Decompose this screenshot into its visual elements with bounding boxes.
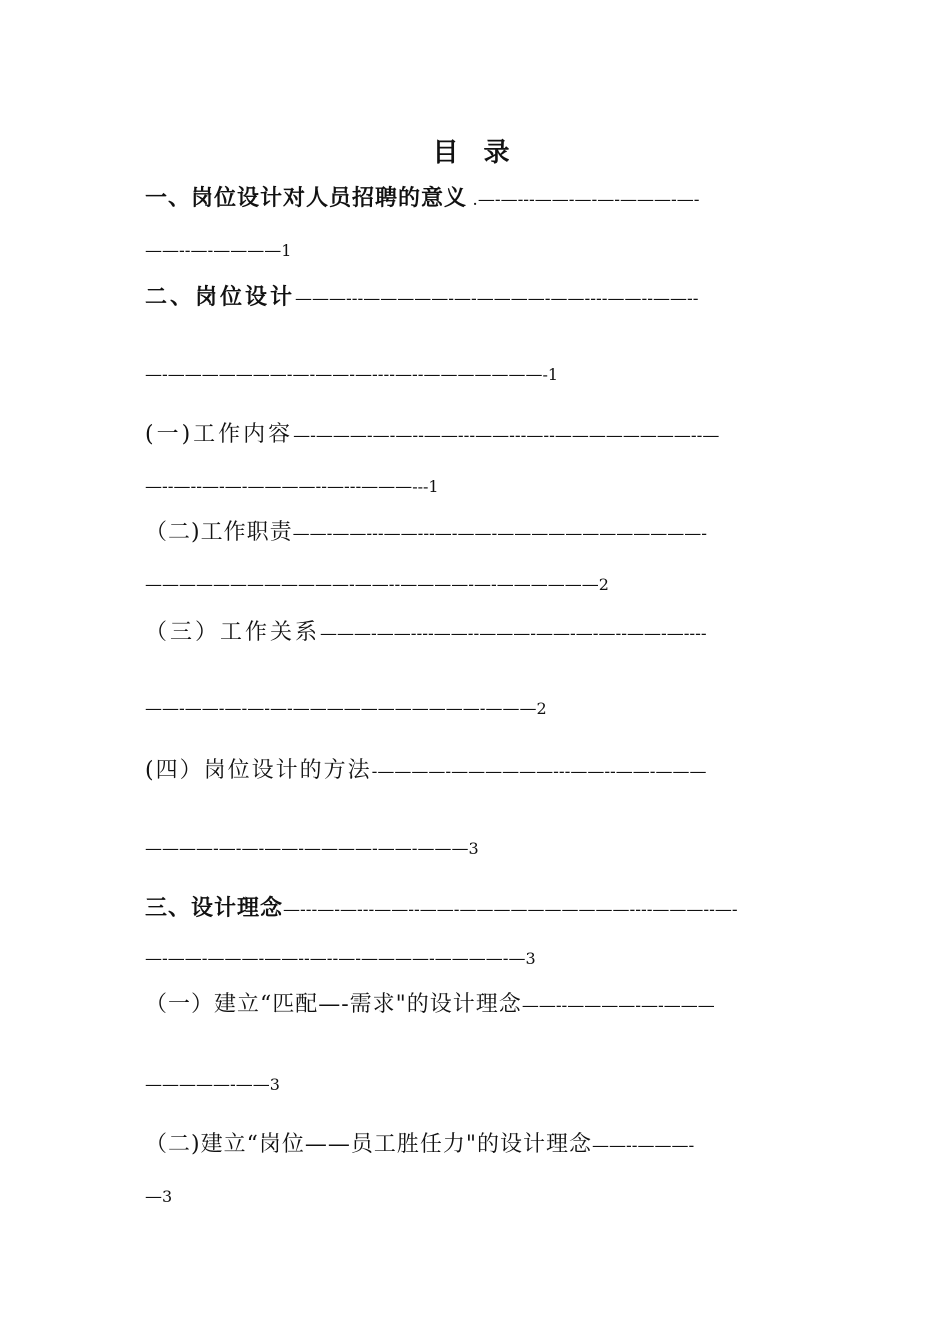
toc-page-number: 2: [536, 699, 547, 718]
toc-entry-6-line2: [145, 834, 775, 864]
toc-leader: -————-——————---——--——-———: [371, 762, 707, 782]
toc-entry-8-line2: [145, 1070, 775, 1100]
toc-entry-text: 一、岗位设计对人员招聘的意义: [145, 186, 468, 211]
toc-entry-1-line2: [145, 236, 775, 266]
toc-page-number: 1: [281, 241, 292, 260]
toc-page-number: 3: [468, 839, 479, 858]
toc-entry-5-line1[interactable]: [145, 618, 775, 649]
toc-entry-5-line2: [145, 694, 775, 724]
toc-entry-text: (一)工作内容: [145, 422, 294, 447]
toc-leader: ——--—-————: [145, 241, 282, 261]
toc-leader: ———---—————-—-————-——----——--——--: [295, 289, 699, 309]
toc-entry-7-line2: [145, 944, 775, 974]
toc-leader: ——-——---——---—-——-————————————-: [292, 524, 708, 544]
toc-entry-4-line1[interactable]: [145, 518, 775, 549]
toc-title: 目 录: [432, 138, 518, 168]
toc-leader: ——--————-—-———: [521, 996, 715, 1016]
toc-page-number: -1: [542, 365, 559, 384]
toc-leader: ————————————-——--————-—-——————: [145, 575, 599, 595]
toc-page-number: ---1: [412, 477, 439, 496]
toc-entry-9-line1[interactable]: [145, 1130, 775, 1161]
toc-entry-text: 三、设计理念: [145, 896, 284, 921]
toc-leader: —--—--—-—-————--—---———: [145, 477, 413, 497]
toc-leader: —————-——: [145, 1075, 270, 1095]
toc-leader: ——-——-—-—-—-———————————-———: [145, 699, 537, 719]
toc-leader: .—-—---——-—-—-———-—-: [467, 190, 700, 210]
toc-entry-2-line2: [145, 360, 775, 390]
toc-leader: —-——-———-——--—--—-————-————-—: [145, 949, 526, 969]
toc-leader: —---—-—---——--——-——————————----———--—-: [283, 900, 738, 920]
toc-entry-text: （三）工作关系: [145, 620, 321, 645]
toc-entry-3-line1[interactable]: [145, 420, 775, 451]
toc-entry-text: (四）岗位设计的方法: [145, 758, 372, 783]
toc-page-number: 3: [525, 949, 536, 968]
toc-entry-text: （二)建立“岗位——员工胜任力"的设计理念: [145, 1132, 592, 1157]
toc-entry-8-line1[interactable]: [145, 990, 775, 1021]
toc-page-number: 3: [162, 1187, 173, 1206]
toc-entry-4-line2: [145, 570, 775, 600]
toc-leader: ———-——----——--———-——-—-—--——-—----: [320, 624, 707, 644]
toc-page-number: 3: [269, 1075, 280, 1094]
toc-entry-6-line1[interactable]: [145, 756, 775, 787]
toc-entry-text: （一）建立“匹配—-需求"的设计理念: [145, 992, 522, 1017]
toc-entry-text: 二、岗位设计: [145, 285, 296, 310]
toc-leader: —-———————-—-——-—----—--———————: [145, 365, 543, 385]
toc-entry-1-line1[interactable]: [145, 184, 775, 215]
toc-entry-3-line2: [145, 472, 775, 502]
toc-entry-7-line1[interactable]: [145, 894, 775, 925]
toc-leader: —: [145, 1187, 162, 1207]
toc-entry-text: （二)工作职责: [145, 520, 293, 545]
toc-page-number: 2: [598, 575, 609, 594]
toc-leader: ——--———-: [591, 1136, 695, 1156]
toc-leader: ————-—-—-——-————-——-———: [145, 839, 469, 859]
toc-leader: —-———-—-—--——---——---—--————————--—: [293, 426, 720, 446]
toc-entry-9-line2: [145, 1182, 775, 1212]
toc-entry-2-line1[interactable]: [145, 283, 775, 314]
